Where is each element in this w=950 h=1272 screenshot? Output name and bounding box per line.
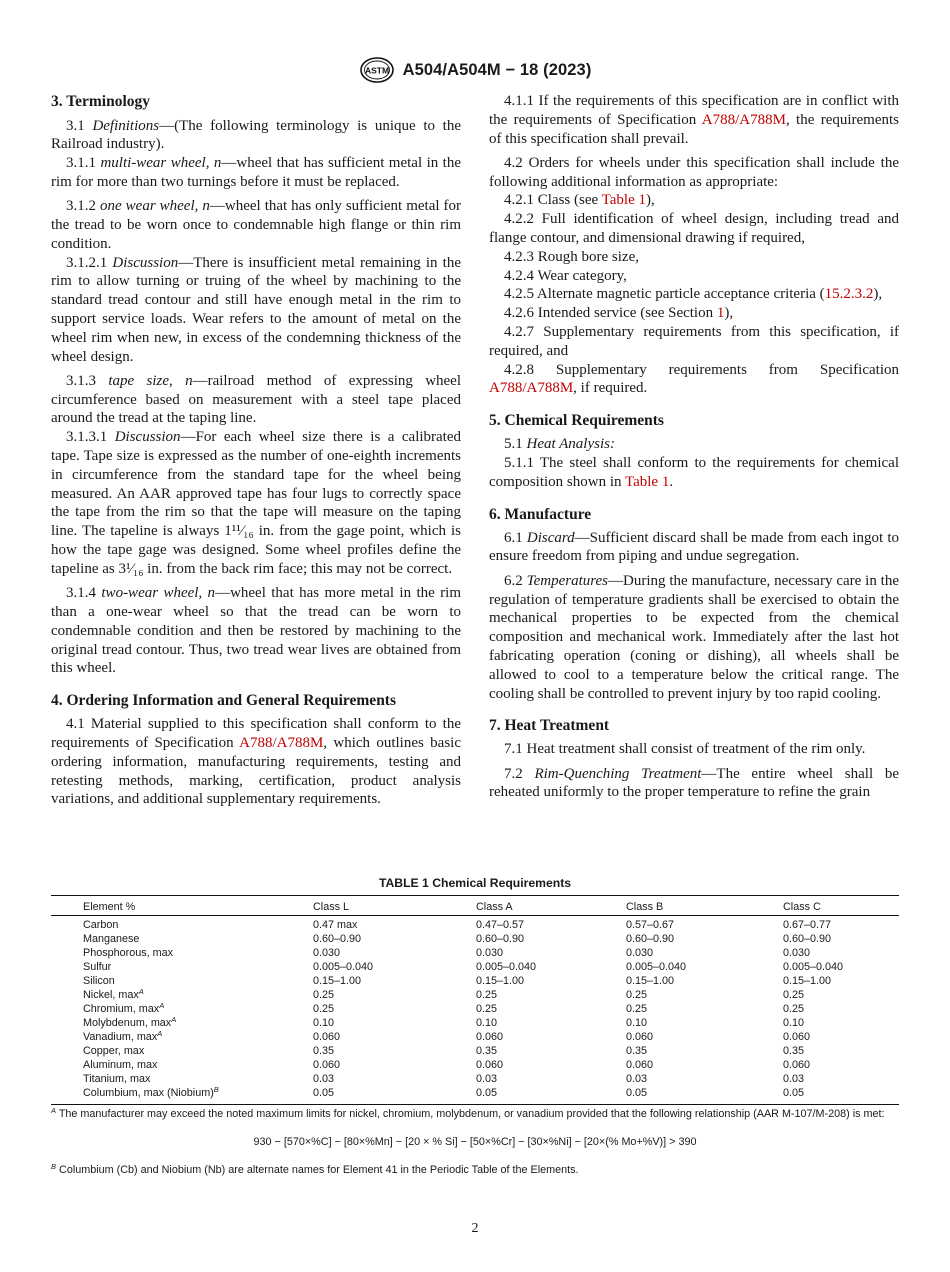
column-header: Class B [626,900,664,913]
link-table-1[interactable]: Table 1 [601,192,646,209]
value-cell: 0.060 [476,1058,504,1071]
value-cell: 0.060 [783,1030,811,1043]
value-cell: 0.25 [626,1002,648,1015]
element-cell: Aluminum, max [83,1058,158,1071]
paragraph-4-1: 4.1 Material supplied to this specification shall conform to the requirements of Specification A788/A788M, which outlines basic ordering information, manufacturing requirements, testing and retesting methods, marking, certification, product analysis variations, and additional supplementary requirements. [51,716,461,808]
page-header [0,56,950,84]
svg-text:ASTM: ASTM [364,65,389,76]
value-cell: 0.005–0.040 [626,960,687,973]
link-a788[interactable]: A788/A788M [489,380,574,397]
footnote-b: $^B$ Columbium (Cb) and Niobium (Nb) are alternate names for Element 41 in the Periodic Table of the Elements. [51,1162,579,1176]
table-row [51,1086,899,1100]
link-section-1[interactable]: 1 [716,305,725,322]
element-cell: Silicon [83,974,115,987]
paragraph-4-2-4: 4.2.4 Wear category, [504,267,627,284]
table-row [51,946,899,960]
table-row [51,1016,899,1030]
table-row [51,960,899,974]
paragraph-4-2-6: 4.2.6 Intended service (see Section 1), [504,305,734,322]
value-cell: 0.15–1.00 [476,974,525,987]
paragraph-3-1-3-1: 3.1.3.1 Discussion—For each wheel size there is a calibrated tape. Tape size is expressed as the number of one-eighth increments in circumference from the standard tape for the wheel being measured. An AAR approved tape has four lugs to correctly space the tape from the rim so that the tape will measure on the taping line. The tapeline is always 1¹¹⁄₁₆ in. from the gage point, which is how the tape gage was designed. Some wheel profiles define the tapeline as 3¹⁄₁₆ in. from the back rim face; this may not be correct. [51,429,462,577]
footnote-a: $^A$ The manufacturer may exceed the noted maximum limits for nickel, chromium, molybdenum, or vanadium provided that the following relationship (AAR M-107/M-208) is met: [51,1106,885,1120]
section-5-heading: 5. Chemical Requirements [489,412,664,430]
table-row [51,932,899,946]
value-cell: 0.030 [313,946,341,959]
value-cell: 0.15–1.00 [626,974,675,987]
paragraph-7-2: 7.2 Rim-Quenching Treatment—The entire wheel shall be reheated uniformly to the proper temperature to refine the grain [489,765,899,801]
table-row [51,916,899,933]
paragraph-5-1-1: 5.1.1 The steel shall conform to the requirements for chemical composition shown in Table 1. [489,455,899,490]
value-cell: 0.03 [626,1072,648,1085]
value-cell: 0.25 [783,1002,805,1015]
paragraph-4-2: 4.2 Orders for wheels under this specification shall include the following additional information as appropriate: [489,154,899,190]
value-cell: 0.060 [783,1058,811,1071]
paragraph-3-1: 3.1 Definitions—(The following terminology is unique to the Railroad industry). [51,117,461,153]
section-7-heading: 7. Heat Treatment [489,717,610,735]
column-header: Class A [476,900,513,913]
left-column [51,92,461,809]
section-3-heading: 3. Terminology [51,93,151,110]
value-cell: 0.15–1.00 [313,974,362,987]
value-cell: 0.67–0.77 [783,919,832,931]
value-cell: 0.35 [313,1044,335,1057]
value-cell: 0.05 [783,1086,805,1099]
element-cell: Columbium, max (Niobium)$^B$ [83,1084,219,1099]
value-cell: 0.60–0.90 [626,932,675,945]
value-cell: 0.030 [783,946,811,959]
column-header: Class C [783,900,821,913]
value-cell: 0.030 [476,946,504,959]
column-header: Element % [83,900,136,913]
value-cell: 0.060 [313,1030,341,1043]
paragraph-4-2-2: 4.2.2 Full identification of wheel design, including tread and flange contour, and dimensional drawing if required, [489,211,899,247]
table-row [51,988,899,1002]
element-cell: Vanadium, $\max^A$ [83,1028,163,1043]
paragraph-4-2-8: 4.2.8 Supplementary requirements from Specification A788/A788M, if required. [489,361,899,397]
table-row [51,974,899,988]
page-number: 2 [471,1221,479,1236]
link-table-1[interactable]: Table 1 [624,473,670,490]
value-cell: 0.03 [783,1072,805,1085]
link-a788[interactable]: A788/A788M [701,111,786,128]
element-cell: Sulfur [83,960,112,973]
value-cell: 0.47–0.57 [476,919,525,931]
element-cell: Nickel, $\max^A$ [83,986,144,1001]
paragraph-3-1-1: 3.1.1 multi-wear wheel, n—wheel that has sufficient metal in the rim for more than two turnings before it must be replaced. [51,155,461,190]
value-cell: 0.60–0.90 [476,932,525,945]
value-cell: 0.35 [626,1044,648,1057]
footnote-formula: 930 − [570×%C] − [80×%Mn] − [20 × % Si] − [50×%Cr] − [30×%Ni] − [20×(% Mo+%V)] > 390 [253,1136,697,1148]
value-cell: 0.25 [313,988,335,1001]
link-a788[interactable]: A788/A788M [239,734,324,751]
value-cell: 0.15–1.00 [783,974,832,987]
element-cell: Manganese [83,932,140,945]
element-cell: Titanium, max [83,1072,151,1085]
value-cell: 0.47 max [313,919,358,931]
paragraph-6-1: 6.1 Discard—Sufficient discard shall be made from each ingot to ensure freedom from piping and undue segregation. [489,529,899,565]
link-15-2-3-2[interactable]: 15.2.3.2 [824,286,874,303]
table-row [51,1030,899,1044]
value-cell: 0.005–0.040 [476,960,537,973]
value-cell: 0.05 [313,1086,335,1099]
value-cell: 0.030 [626,946,654,959]
astm-logo-icon [359,57,395,83]
paragraph-4-2-1: 4.2.1 Class (see Table 1), [504,192,655,209]
value-cell: 0.25 [476,1002,498,1015]
value-cell: 0.10 [626,1016,648,1029]
paragraph-3-1-2: 3.1.2 one wear wheel, n—wheel that has only sufficient metal for the tread to be worn once to condemnable high flange or thin rim condition. [51,198,462,252]
paragraph-5-1: 5.1 Heat Analysis: [504,436,615,453]
value-cell: 0.060 [476,1030,504,1043]
element-cell: Copper, max [83,1044,145,1057]
value-cell: 0.57–0.67 [626,919,675,931]
table-header-row [51,896,899,916]
paragraph-7-1: 7.1 Heat treatment shall consist of treatment of the rim only. [504,741,866,758]
table-title: TABLE 1 Chemical Requirements [378,876,572,890]
value-cell: 0.10 [783,1016,805,1029]
value-cell: 0.35 [783,1044,805,1057]
value-cell: 0.005–0.040 [313,960,374,973]
value-cell: 0.05 [476,1086,498,1099]
section-4-heading: 4. Ordering Information and General Requirements [51,692,397,710]
table-row [51,1044,899,1058]
paragraph-3-1-3: 3.1.3 tape size, n—railroad method of expressing wheel circumference based on measurement with a steel tape placed around the tread at the taping line. [51,372,462,427]
value-cell: 0.25 [783,988,805,1001]
paragraph-4-2-3: 4.2.3 Rough bore size, [504,248,639,265]
element-cell: Carbon [83,919,119,931]
paragraph-3-1-2-1: 3.1.2.1 Discussion—There is insufficient metal remaining in the rim to allow turning or truing of the wheel by machining to the standard tread contour and still have enough metal in the rim to support service loads. Wear refers to the amount of metal on the wheel rim when new, in excess of the condemning thickness of the wheel design. [51,254,461,365]
value-cell: 0.60–0.90 [313,932,362,945]
value-cell: 0.10 [476,1016,498,1029]
paragraph-4-2-5: 4.2.5 Alternate magnetic particle acceptance criteria (15.2.3.2), [504,286,883,303]
value-cell: 0.060 [626,1058,654,1071]
value-cell: 0.03 [476,1072,498,1085]
paragraph-4-2-7: 4.2.7 Supplementary requirements from this specification, if required, and [489,324,899,359]
value-cell: 0.25 [313,1002,335,1015]
column-header: Class L [313,900,350,913]
chemical-requirements-table [51,895,899,1100]
element-cell: Chromium, $\max^A$ [83,1000,165,1015]
value-cell: 0.03 [313,1072,335,1085]
table-row [51,1058,899,1072]
element-cell: Molybdenum, $\max^A$ [83,1014,177,1029]
right-column [489,92,899,802]
value-cell: 0.60–0.90 [783,932,832,945]
value-cell: 0.060 [626,1030,654,1043]
table-footnotes [51,1104,899,1177]
paragraph-6-2: 6.2 Temperatures—During the manufacture, necessary care in the regulation of temperature gradients shall be exercised to obtain the mechanical properties to be expected from the chemical composition and mechanical work. Immediately after the last hot fabricating operation (coning or dishing), all wheels shall be allowed to cool to a temperature below the critical range. The cooling shall be controlled to prevent injury by too rapid cooling. [489,572,900,702]
table-row [51,1002,899,1016]
value-cell: 0.10 [313,1016,335,1029]
value-cell: 0.25 [476,988,498,1001]
value-cell: 0.005–0.040 [783,960,844,973]
value-cell: 0.35 [476,1044,498,1057]
document-designation: A504/A504M − 18 (2023) [402,60,592,79]
paragraph-3-1-4: 3.1.4 two-wear wheel, n—wheel that has more metal in the rim than a one-wear wheel so that the tread can be worn to condemnable condition and then be restored by machining to the original tread contour. Thus, two tread wear lives are obtained from this wheel. [51,585,462,677]
element-cell: Phosphorous, max [83,946,174,959]
value-cell: 0.05 [626,1086,648,1099]
section-6-heading: 6. Manufacture [489,505,592,523]
table-row [51,1072,899,1086]
paragraph-4-1-1: 4.1.1 If the requirements of this specification are in conflict with the requirements of Specification A788/A788M, the requirements of this specification shall prevail. [489,93,899,147]
value-cell: 0.060 [313,1058,341,1071]
value-cell: 0.25 [626,988,648,1001]
